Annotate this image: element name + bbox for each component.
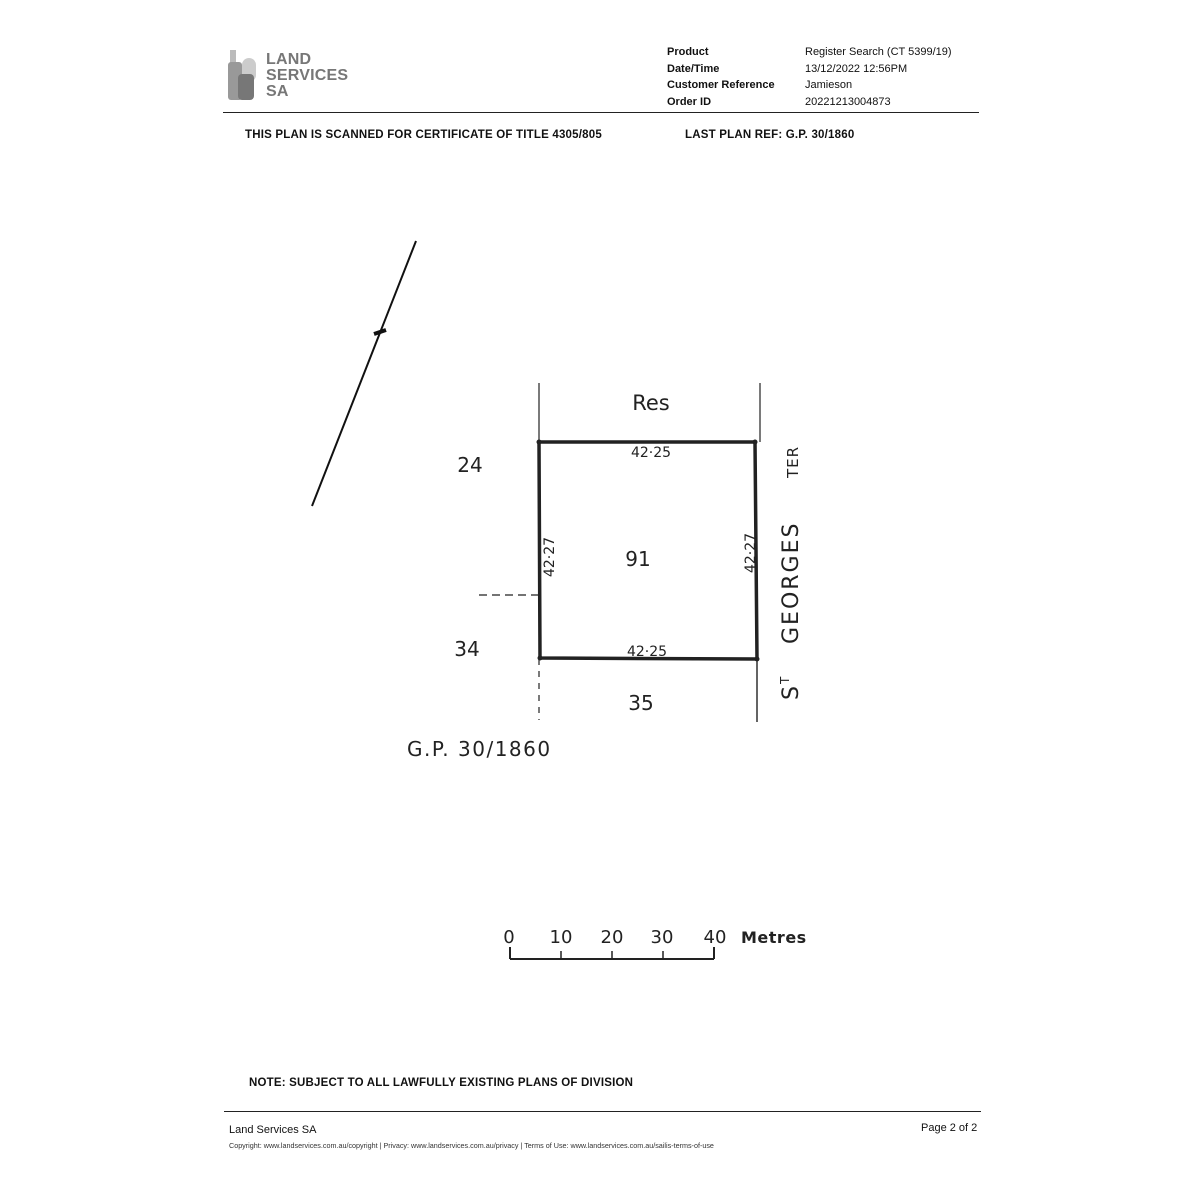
footer-copyright: Copyright: www.landservices.com.au/copyright | Privacy: www.landservices.com.au/privacy | Terms of Use: www.landservices.com.au/sailis-terms-of-use [229, 1141, 714, 1150]
meta-value: 20221213004873 [805, 95, 891, 108]
adjoining-lot-35: 35 [628, 691, 654, 715]
page-indicator: Page 2 of 2 [921, 1122, 978, 1134]
brand-line-1: LAND [266, 51, 312, 68]
brand-line-3: SA [266, 83, 289, 100]
scale-label-40: 40 [703, 927, 727, 948]
street-type: TER [784, 445, 802, 478]
street-name-label [778, 446, 804, 700]
left-dimension: 42·27 [542, 536, 558, 578]
diagonal-line-tick [374, 330, 386, 334]
scale-label-30: 30 [650, 927, 674, 948]
scale-label-10: 10 [549, 927, 573, 948]
footer-organisation: Land Services SA [229, 1124, 317, 1136]
plan-title: THIS PLAN IS SCANNED FOR CERTIFICATE OF TITLE 4305/805 [245, 129, 602, 141]
corner-peg [538, 656, 543, 661]
meta-value: Jamieson [805, 79, 853, 91]
scale-bar [503, 927, 806, 959]
diagonal-boundary-line [312, 241, 416, 506]
adjoining-lot-34: 34 [454, 637, 480, 661]
plan-note: NOTE: SUBJECT TO ALL LAWFULLY EXISTING PLANS OF DIVISION [249, 1077, 634, 1089]
footer-divider [224, 1111, 981, 1112]
reserve-label: Res [632, 391, 670, 415]
meta-label: Customer Reference [667, 79, 775, 91]
street-prefix: S [779, 686, 804, 700]
corner-peg [755, 657, 760, 662]
allotment-number: 91 [625, 547, 651, 571]
street-prefix-superscript: T [778, 676, 792, 684]
top-dimension: 42·25 [630, 445, 672, 461]
scale-unit: Metres [741, 928, 807, 947]
meta-value: 13/12/2022 12:56PM [805, 62, 908, 75]
street-name: GEORGES [779, 521, 804, 644]
corner-peg [537, 440, 542, 445]
meta-label: Date/Time [667, 62, 720, 75]
bottom-dimension: 42·25 [626, 644, 668, 660]
last-plan-ref: LAST PLAN REF: G.P. 30/1860 [685, 129, 855, 141]
brand-line-2: SERVICES [266, 67, 349, 84]
corner-peg [753, 440, 758, 445]
gp-reference: G.P. 30/1860 [407, 737, 552, 761]
scale-label-20: 20 [600, 927, 624, 948]
meta-label: Product [667, 46, 709, 58]
right-dimension: 42·27 [743, 532, 759, 574]
meta-label: Order ID [667, 95, 712, 108]
meta-value: Register Search (CT 5399/19) [805, 46, 952, 58]
scale-label-0: 0 [503, 927, 515, 948]
adjoining-lot-24: 24 [457, 453, 483, 477]
